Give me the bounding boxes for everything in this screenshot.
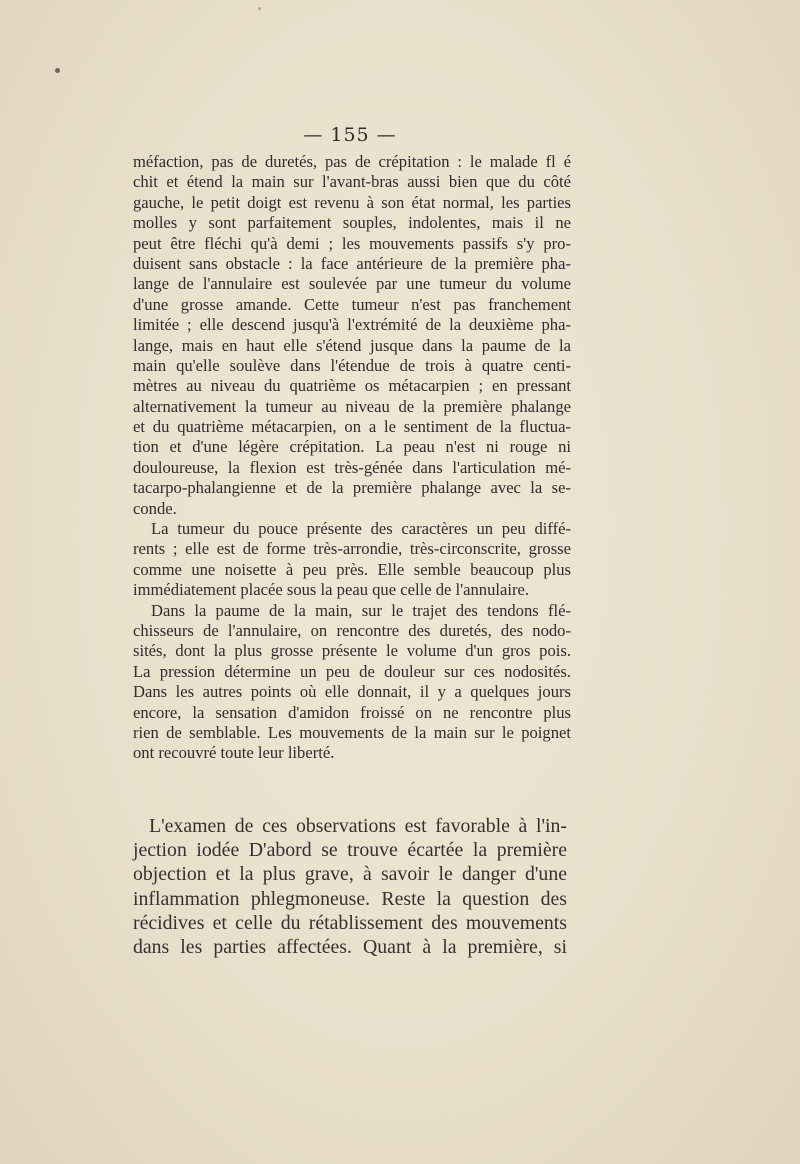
text-line: récidives et celle du rétablissement des mouvements <box>133 911 567 934</box>
body-text <box>133 152 571 764</box>
text-line: d'une grosse amande. Cette tumeur n'est pas franchement <box>133 294 571 314</box>
ink-speck <box>55 68 60 73</box>
text-line: encore, la sensation d'amidon froissé on ne rencontre plus <box>133 702 571 722</box>
text-line: gauche, le petit doigt est revenu à son état normal, les parties <box>133 192 571 212</box>
text-line: molles y sont parfaitement souples, indolentes, mais il ne <box>133 213 571 233</box>
text-line: La tumeur du pouce présente des caractères un peu diffé- <box>151 519 571 539</box>
text-line: duisent sans obstacle : la face antérieure de la première pha- <box>133 253 571 273</box>
text-line: inflammation phlegmoneuse. Reste la question des <box>133 887 567 910</box>
text-line: et du quatrième métacarpien, on a le sentiment de la fluctua- <box>133 417 571 437</box>
page-number: — 155 — <box>303 124 397 146</box>
text-line: douloureuse, la flexion est très-génée dans l'articulation mé- <box>133 457 571 477</box>
paragraph <box>133 601 571 764</box>
text-line: comme une noisette à peu près. Elle semble beaucoup plus <box>133 559 571 579</box>
text-line: rents ; elle est de forme très-arrondie, très-circonscrite, grosse <box>133 539 571 559</box>
text-line: peut être fléchi qu'à demi ; les mouvements passifs s'y pro- <box>133 233 571 253</box>
text-line: limitée ; elle descend jusqu'à l'extrémité de la deuxième pha- <box>133 315 571 335</box>
paragraph <box>133 519 571 601</box>
text-line: tacarpo-phalangienne et de la première phalange avec la se- <box>133 478 571 498</box>
text-line: lange, mais en haut elle s'étend jusque dans la paume de la <box>133 335 571 355</box>
paragraph <box>133 152 571 519</box>
text-line: tion et d'une légère crépitation. La peau n'est ni rouge ni <box>133 437 571 457</box>
text-line: alternativement la tumeur au niveau de la première phalange <box>133 396 571 416</box>
text-line: ont recouvré toute leur liberté. <box>133 743 335 763</box>
text-line: main qu'elle soulève dans l'étendue de trois à quatre centi- <box>133 355 571 375</box>
text-line: La pression détermine un peu de douleur sur ces nodosités. <box>133 661 571 681</box>
text-line: conde. <box>133 498 177 518</box>
text-line: Dans la paume de la main, sur le trajet des tendons flé- <box>151 600 571 620</box>
text-line: méfaction, pas de duretés, pas de crépitation : le malade fl é <box>133 152 571 171</box>
text-line: mètres au niveau du quatrième os métacarpien ; en pressant <box>133 376 571 396</box>
text-line: lange de l'annulaire est soulevée par une tumeur du volume <box>133 274 571 294</box>
text-line: L'examen de ces observations est favorable à l'in- <box>149 815 567 837</box>
text-line: objection et la plus grave, à savoir le danger d'une <box>133 863 567 886</box>
text-line: sités, dont la plus grosse présente le volume d'un gros pois. <box>133 641 571 661</box>
text-line: rien de semblable. Les mouvements de la main sur le poignet <box>133 722 571 742</box>
text-line: chit et étend la main sur l'avant-bras aussi bien que du côté <box>133 172 571 192</box>
ink-speck <box>258 7 261 10</box>
conclusion-paragraph <box>133 814 567 959</box>
text-line: jection iodée D'abord se trouve écartée la première <box>133 839 567 862</box>
text-line: immédiatement placée sous la peau que celle de l'annulaire. <box>133 580 529 600</box>
text-line: chisseurs de l'annulaire, on rencontre des duretés, des nodo- <box>133 620 571 640</box>
text-line: Dans les autres points où elle donnait, il y a quelques jours <box>133 682 571 702</box>
text-line: dans les parties affectées. Quant à la première, si <box>133 935 567 958</box>
